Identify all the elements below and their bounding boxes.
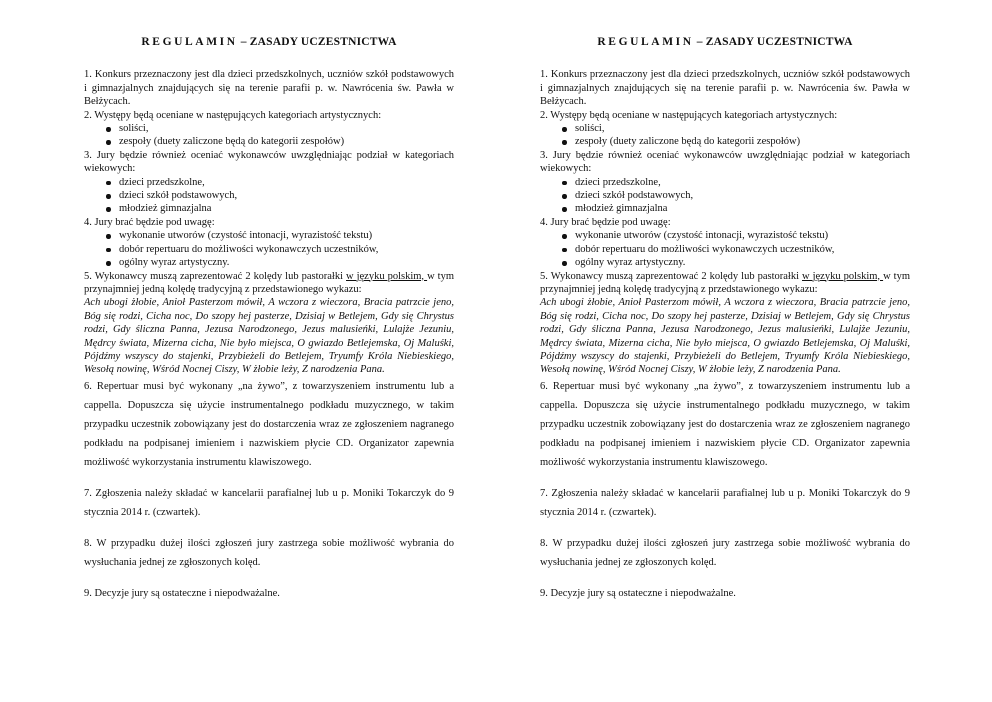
- rule-2: 2. Występy będą oceniane w następujących kategoriach artystycznych:: [84, 109, 382, 121]
- rule-5: [84, 270, 454, 297]
- rule-9: 9. Decyzje jury są ostateczne i niepodważalne.: [540, 587, 736, 599]
- list-item: młodzież gimnazjalna: [119, 202, 454, 215]
- list-item: soliści,: [119, 122, 454, 135]
- list-item: dzieci szkół podstawowych,: [119, 189, 454, 202]
- regulamin-column-left: [84, 36, 454, 603]
- rule-1: 1. Konkurs przeznaczony jest dla dzieci przedszkolnych, uczniów szkół podstawowych i gimnazjalnych znajdujących się na terenie parafii p. w. Nawrócenia św. Pawła w Bełżycach.: [540, 69, 910, 108]
- rule-5-text: 5. Wykonawcy muszą zaprezentować 2 kolędy lub pastorałki: [84, 270, 347, 282]
- list-item: soliści,: [575, 122, 910, 135]
- rule-4-list: [84, 229, 454, 269]
- list-item: wykonanie utworów (czystość intonacji, wyrazistość tekstu): [575, 229, 910, 242]
- rule-7: 7. Zgłoszenia należy składać w kancelarii parafialnej lub u p. Moniki Tokarczyk do 9 stycznia 2014 r. (czwartek).: [84, 487, 454, 518]
- carol-titles-list: Ach ubogi żłobie, Anioł Pasterzom mówił, A wczora z wieczora, Bracia patrzcie jeno, Bóg się rodzi, Cicha noc, Do szopy hej pasterze, Dzisiaj w Betlejem, Gdy się Chrystus rodzi, Gdy śliczna Panna, Jezusa Narodzonego, Jezus malusieńki, Lulajże Jezuniu, Mędrcy świata, Mizerna cicha, Nie było miejsca, O gwiazdo Betlejemska, Oj Maluśki, Pójdźmy wszyscy do stajenki, Przybieżeli do Betlejem, Tryumfy Króla Niebieskiego, Wesołą nowinę, Wśród Nocnej Ciszy, W żłobie leży, Z narodzenia Pana.: [84, 297, 454, 376]
- rule-4: 4. Jury brać będzie pod uwagę:: [540, 216, 671, 228]
- title-subtitle: – ZASADY UCZESTNICTWA: [693, 36, 853, 48]
- page-title: [540, 36, 910, 49]
- rule-5-underlined: w języku polskim,: [346, 270, 428, 282]
- list-item: młodzież gimnazjalna: [575, 202, 910, 215]
- list-item: dzieci przedszkolne,: [119, 176, 454, 189]
- title-subtitle: – ZASADY UCZESTNICTWA: [237, 36, 397, 48]
- rule-2: 2. Występy będą oceniane w następujących kategoriach artystycznych:: [540, 109, 838, 121]
- title-regulamin: REGULAMIN: [141, 36, 238, 48]
- list-item: zespoły (duety zaliczone będą do kategorii zespołów): [575, 135, 910, 148]
- rule-7: 7. Zgłoszenia należy składać w kancelarii parafialnej lub u p. Moniki Tokarczyk do 9 stycznia 2014 r. (czwartek).: [540, 487, 910, 518]
- page-title: [84, 36, 454, 49]
- rule-1: 1. Konkurs przeznaczony jest dla dzieci przedszkolnych, uczniów szkół podstawowych i gimnazjalnych znajdujących się na terenie parafii p. w. Nawrócenia św. Pawła w Bełżycach.: [84, 69, 454, 108]
- rule-2-list: [84, 122, 454, 149]
- list-item: wykonanie utworów (czystość intonacji, wyrazistość tekstu): [119, 229, 454, 242]
- rule-3: 3. Jury będzie również oceniać wykonawców uwzględniając podział w kategoriach wiekowych:: [84, 149, 454, 175]
- rule-3-list: [84, 176, 454, 216]
- list-item: ogólny wyraz artystyczny.: [575, 256, 910, 269]
- list-item: dobór repertuaru do możliwości wykonawczych uczestników,: [119, 243, 454, 256]
- rule-6: 6. Repertuar musi być wykonany „na żywo”, z towarzyszeniem instrumentu lub a cappella. Dopuszcza się użycie instrumentalnego podkładu muzycznego, w takim przypadku uczestnik zobowiązany jest do dostarczenia wraz ze zgłoszeniem nagranego podkładu na podpisanej imieniem i nazwiskiem płycie CD. Organizator zapewnia możliwość wykorzystania instrumentu klawiszowego.: [540, 380, 910, 468]
- rule-8: 8. W przypadku dużej ilości zgłoszeń jury zastrzega sobie możliwość wybrania do wysłuchania jednej ze zgłoszonych kolęd.: [84, 537, 454, 568]
- rule-2-list: [540, 122, 910, 149]
- list-item: dobór repertuaru do możliwości wykonawczych uczestników,: [575, 243, 910, 256]
- rule-3: 3. Jury będzie również oceniać wykonawców uwzględniając podział w kategoriach wiekowych:: [540, 149, 910, 175]
- rule-5-text-cont: w tym przynajmniej jedną kolędę tradycyjną z przedstawionego wykazu:: [84, 270, 455, 295]
- regulamin-column-right: [540, 36, 910, 603]
- list-item: zespoły (duety zaliczone będą do kategorii zespołów): [119, 135, 454, 148]
- title-regulamin: REGULAMIN: [597, 36, 694, 48]
- rule-5: [540, 270, 910, 297]
- rule-4: 4. Jury brać będzie pod uwagę:: [84, 216, 215, 228]
- carol-titles-list: Ach ubogi żłobie, Anioł Pasterzom mówił, A wczora z wieczora, Bracia patrzcie jeno, Bóg się rodzi, Cicha noc, Do szopy hej pasterze, Dzisiaj w Betlejem, Gdy się Chrystus rodzi, Gdy śliczna Panna, Jezusa Narodzonego, Jezus malusieńki, Lulajże Jezuniu, Mędrcy świata, Mizerna cicha, Nie było miejsca, O gwiazdo Betlejemska, Oj Maluśki, Pójdźmy wszyscy do stajenki, Przybieżeli do Betlejem, Tryumfy Króla Niebieskiego, Wesołą nowinę, Wśród Nocnej Ciszy, W żłobie leży, Z narodzenia Pana.: [540, 297, 910, 376]
- list-item: ogólny wyraz artystyczny.: [119, 256, 454, 269]
- rule-9: 9. Decyzje jury są ostateczne i niepodważalne.: [84, 587, 280, 599]
- rule-5-text: 5. Wykonawcy muszą zaprezentować 2 kolędy lub pastorałki: [540, 270, 803, 282]
- rule-4-list: [540, 229, 910, 269]
- rule-5-text-cont: w tym przynajmniej jedną kolędę tradycyjną z przedstawionego wykazu:: [540, 270, 911, 295]
- rule-3-list: [540, 176, 910, 216]
- list-item: dzieci szkół podstawowych,: [575, 189, 910, 202]
- rule-5-underlined: w języku polskim,: [802, 270, 884, 282]
- rule-6: 6. Repertuar musi być wykonany „na żywo”, z towarzyszeniem instrumentu lub a cappella. Dopuszcza się użycie instrumentalnego podkładu muzycznego, w takim przypadku uczestnik zobowiązany jest do dostarczenia wraz ze zgłoszeniem nagranego podkładu na podpisanej imieniem i nazwiskiem płycie CD. Organizator zapewnia możliwość wykorzystania instrumentu klawiszowego.: [84, 380, 454, 468]
- rule-8: 8. W przypadku dużej ilości zgłoszeń jury zastrzega sobie możliwość wybrania do wysłuchania jednej ze zgłoszonych kolęd.: [540, 537, 910, 568]
- list-item: dzieci przedszkolne,: [575, 176, 910, 189]
